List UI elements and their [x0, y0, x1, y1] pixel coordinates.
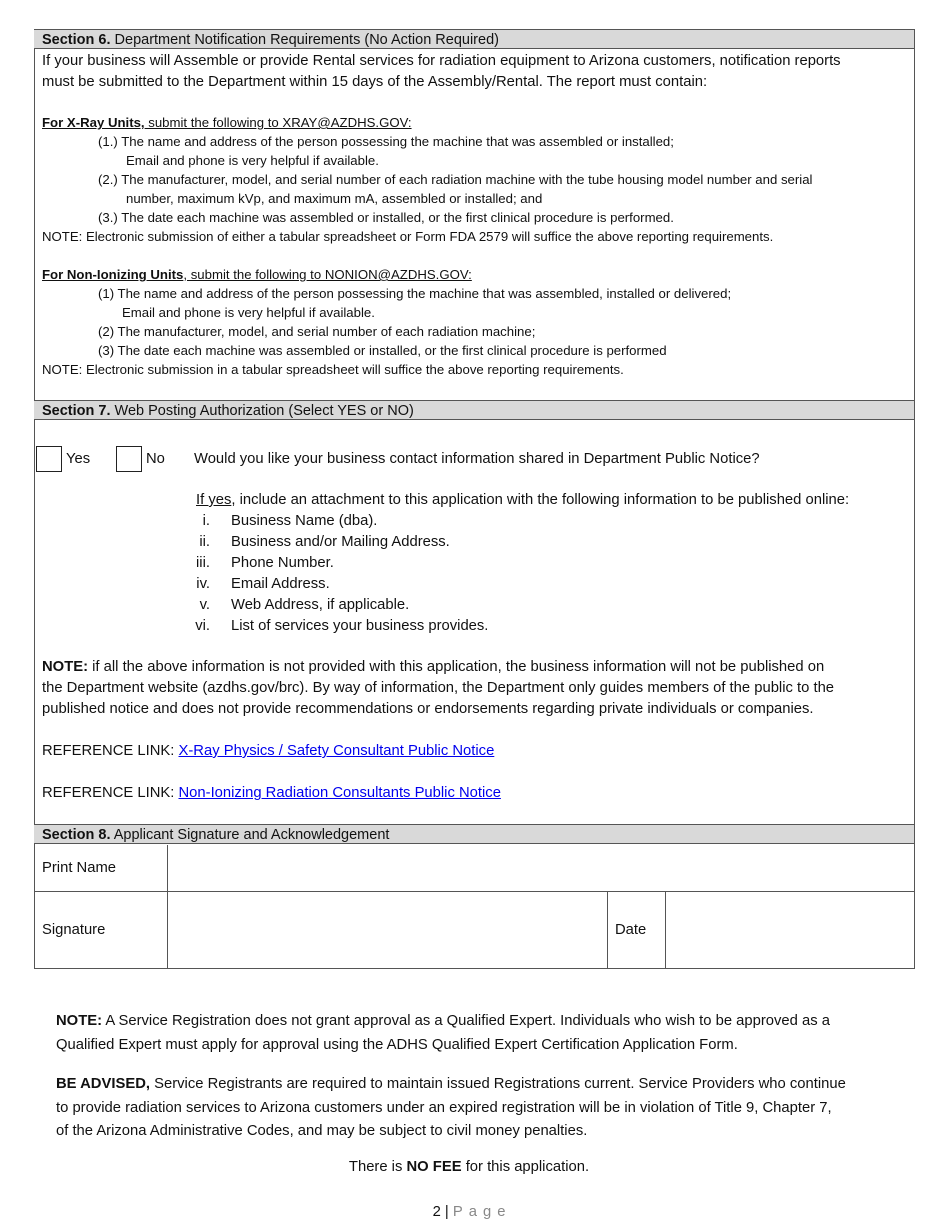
xray-heading — [42, 113, 412, 132]
be-advised-line3: of the Arizona Administrative Codes, and may be subject to civil money penalties. — [56, 1123, 588, 1139]
list-item-address: Business and/or Mailing Address. — [231, 534, 450, 550]
section6-header — [34, 29, 914, 49]
list-num-1: i. — [202, 513, 210, 529]
section7-note-line2: the Department website (azdhs.gov/brc). By way of information, the Department only guides members of the public to the — [42, 680, 835, 696]
section6-intro-line2: must be submitted to the Department within 15 days of the Assembly/Rental. The report must contain: — [42, 74, 708, 90]
section6-number: Section 6. — [42, 32, 111, 48]
page-separator: | — [440, 1204, 453, 1220]
reference-link-2-row — [42, 783, 501, 804]
section7-number: Section 7. — [42, 403, 111, 419]
date-label-divider-left — [607, 891, 608, 969]
xray-heading-rest: submit the following to XRAY@AZDHS.GOV: — [144, 115, 412, 130]
section8-title: Applicant Signature and Acknowledgement — [113, 827, 390, 843]
list-num-2: ii. — [199, 534, 210, 550]
section6-title: Department Notification Requirements (No Action Required) — [114, 32, 499, 48]
fee-bold: NO FEE — [406, 1159, 462, 1175]
nonion-heading-rest: , submit the following to NONION@AZDHS.GOV: — [183, 267, 472, 282]
reference-link-2-label: REFERENCE LINK: — [42, 785, 179, 801]
date-label: Date — [615, 922, 647, 938]
section8-header — [34, 824, 914, 844]
no-checkbox[interactable] — [116, 446, 142, 472]
web-posting-question: Would you like your business contact information shared in Department Public Notice? — [194, 451, 760, 467]
if-yes-underlined: If yes — [196, 492, 232, 508]
be-advised-note — [56, 1073, 906, 1144]
section7-note-line1: if all the above information is not provided with this application, the business information will not be published on — [88, 659, 825, 675]
list-item-business-name: Business Name (dba). — [231, 513, 378, 529]
list-item-services: List of services your business provides. — [231, 618, 489, 634]
section7-note-line3: published notice and does not provide recommendations or endorsements regarding private individuals or companies. — [42, 701, 814, 717]
footer-note-bold: NOTE: — [56, 1013, 103, 1029]
section7-header — [34, 400, 914, 420]
section6-intro — [42, 51, 912, 93]
section7-note — [42, 657, 912, 720]
section8-number: Section 8. — [42, 827, 111, 843]
signature-field[interactable] — [169, 893, 606, 967]
nonion-heading — [42, 265, 472, 284]
nonion-heading-bold: For Non-Ionizing Units — [42, 267, 184, 282]
xray-item-2-cont: number, maximum kVp, and maximum mA, assembled or installed; and — [126, 191, 543, 206]
no-label: No — [146, 451, 165, 467]
list-item-phone: Phone Number. — [231, 555, 334, 571]
xray-heading-bold: For X-Ray Units, — [42, 115, 145, 130]
fee-post: for this application. — [461, 1159, 590, 1175]
fee-pre: There is — [348, 1159, 407, 1175]
page-word: Page — [452, 1204, 512, 1220]
print-name-label: Print Name — [42, 860, 117, 876]
list-item-web: Web Address, if applicable. — [231, 597, 410, 613]
xray-item-1-cont: Email and phone is very helpful if available. — [126, 153, 379, 168]
xray-public-notice-link[interactable]: X-Ray Physics / Safety Consultant Public Notice — [178, 743, 495, 759]
list-num-3: iii. — [196, 555, 210, 571]
xray-note: NOTE: Electronic submission of either a tabular spreadsheet or Form FDA 2579 will suffice the above reporting requirements. — [42, 229, 774, 244]
qualified-expert-note — [56, 1010, 906, 1057]
print-name-field[interactable] — [169, 847, 913, 890]
footer-note-line1: A Service Registration does not grant approval as a Qualified Expert. Individuals who wish to be approved as a — [102, 1013, 830, 1029]
date-label-divider-right — [665, 891, 666, 969]
no-fee-statement — [0, 1157, 938, 1178]
page-footer — [0, 1202, 944, 1222]
list-num-5: v. — [199, 597, 210, 613]
section7-note-bold: NOTE: — [42, 659, 89, 675]
if-yes-instruction — [196, 490, 849, 511]
signature-label: Signature — [42, 922, 106, 938]
yes-checkbox[interactable] — [36, 446, 62, 472]
if-yes-rest: , include an attachment to this application with the following information to be published online: — [231, 492, 850, 508]
nonion-item-1: (1) The name and address of the person possessing the machine that was assembled, installed or delivered; — [98, 286, 732, 301]
nonion-item-1-cont: Email and phone is very helpful if available. — [122, 305, 375, 320]
date-field[interactable] — [667, 893, 913, 967]
nonion-item-2: (2) The manufacturer, model, and serial number of each radiation machine; — [98, 324, 536, 339]
reference-link-1-row — [42, 741, 494, 762]
list-item-email: Email Address. — [231, 576, 330, 592]
xray-item-3: (3.) The date each machine was assembled or installed, or the first clinical procedure is performed. — [98, 210, 674, 225]
nonion-item-3: (3) The date each machine was assembled or installed, or the first clinical procedure is performed — [98, 343, 667, 358]
yes-label: Yes — [66, 451, 91, 467]
reference-link-1-label: REFERENCE LINK: — [42, 743, 179, 759]
page-number: 2 — [432, 1204, 441, 1220]
xray-item-2: (2.) The manufacturer, model, and serial number of each radiation machine with the tube housing model number and serial — [98, 172, 813, 187]
nonion-note: NOTE: Electronic submission in a tabular spreadsheet will suffice the above reporting requirements. — [42, 362, 624, 377]
xray-item-1: (1.) The name and address of the person possessing the machine that was assembled or installed; — [98, 134, 674, 149]
be-advised-line2: to provide radiation services to Arizona customers under an expired registration will be in violation of Title 9, Chapter 7, — [56, 1099, 832, 1116]
section6-intro-line1: If your business will Assemble or provide Rental services for radiation equipment to Arizona customers, notification reports — [42, 53, 841, 69]
form-right-border — [914, 29, 915, 969]
list-num-6: vi. — [195, 618, 210, 634]
be-advised-line1: Service Registrants are required to maintain issued Registrations current. Service Providers who continue — [150, 1076, 846, 1092]
label-column-divider — [167, 845, 168, 969]
list-num-4: iv. — [196, 576, 210, 592]
footer-note-line2: Qualified Expert must apply for approval using the ADHS Qualified Expert Certification Application Form. — [56, 1036, 738, 1053]
nonion-public-notice-link[interactable]: Non-Ionizing Radiation Consultants Public Notice — [178, 785, 501, 801]
section7-title: Web Posting Authorization (Select YES or NO) — [114, 403, 414, 419]
be-advised-bold: BE ADVISED, — [56, 1076, 151, 1092]
